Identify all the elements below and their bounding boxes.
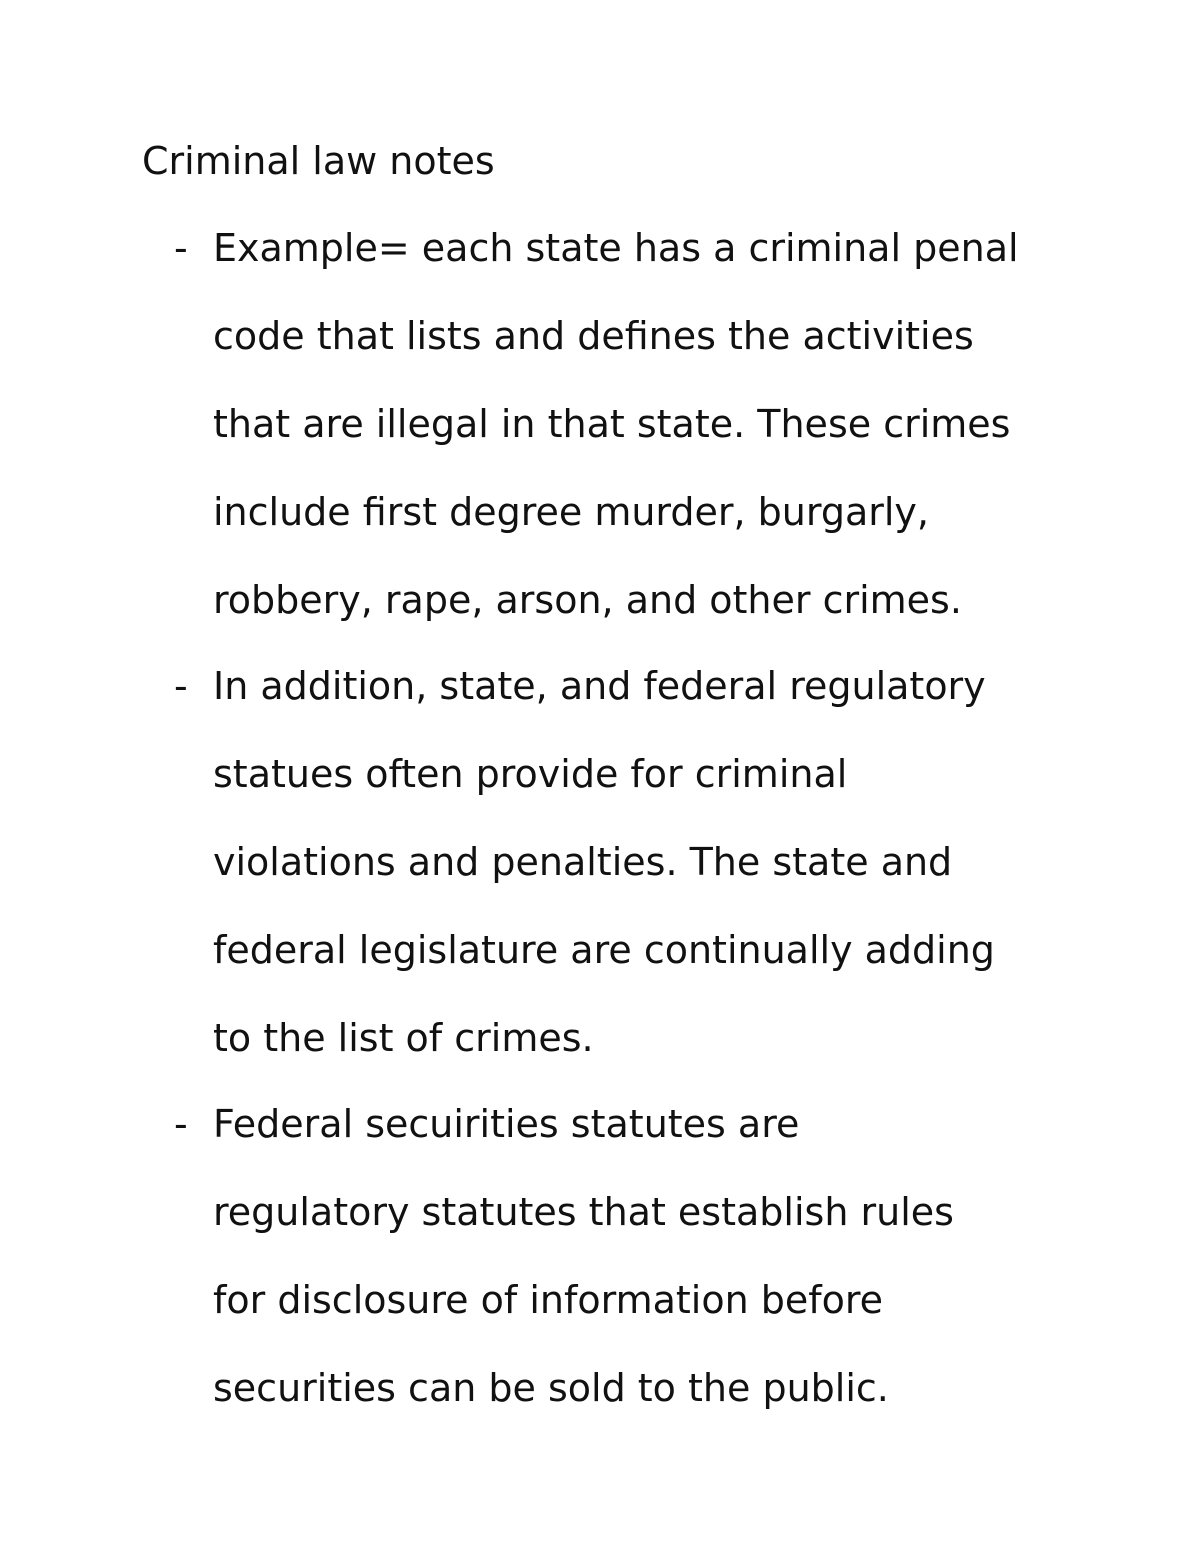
text-line: statues often provide for criminal (213, 752, 848, 796)
text-line: federal legislature are continually adding (213, 928, 995, 972)
text-line: include first degree murder, burgarly, (213, 490, 929, 534)
text-line: regulatory statutes that establish rules (213, 1190, 954, 1234)
text-line: In addition, state, and federal regulatory (213, 664, 986, 708)
bullet-text (213, 204, 1173, 644)
text-line: for disclosure of information before (213, 1278, 884, 1322)
text-line: to the list of crimes. (213, 1016, 594, 1060)
text-line: Example= each state has a criminal penal (213, 226, 1019, 270)
page-title: Criminal law notes (142, 139, 495, 183)
text-line: code that lists and defines the activities (213, 314, 974, 358)
text-line: securities can be sold to the public. (213, 1366, 889, 1410)
bullet-dash: - (174, 226, 188, 270)
bullet-dash: - (174, 664, 188, 708)
text-line: robbery, rape, arson, and other crimes. (213, 578, 962, 622)
bullet-text (213, 642, 1173, 1082)
text-line: that are illegal in that state. These crimes (213, 402, 1011, 446)
bullet-text (213, 1080, 1173, 1432)
text-line: Federal secuirities statutes are (213, 1102, 800, 1146)
text-line: violations and penalties. The state and (213, 840, 953, 884)
bullet-dash: - (174, 1102, 188, 1146)
